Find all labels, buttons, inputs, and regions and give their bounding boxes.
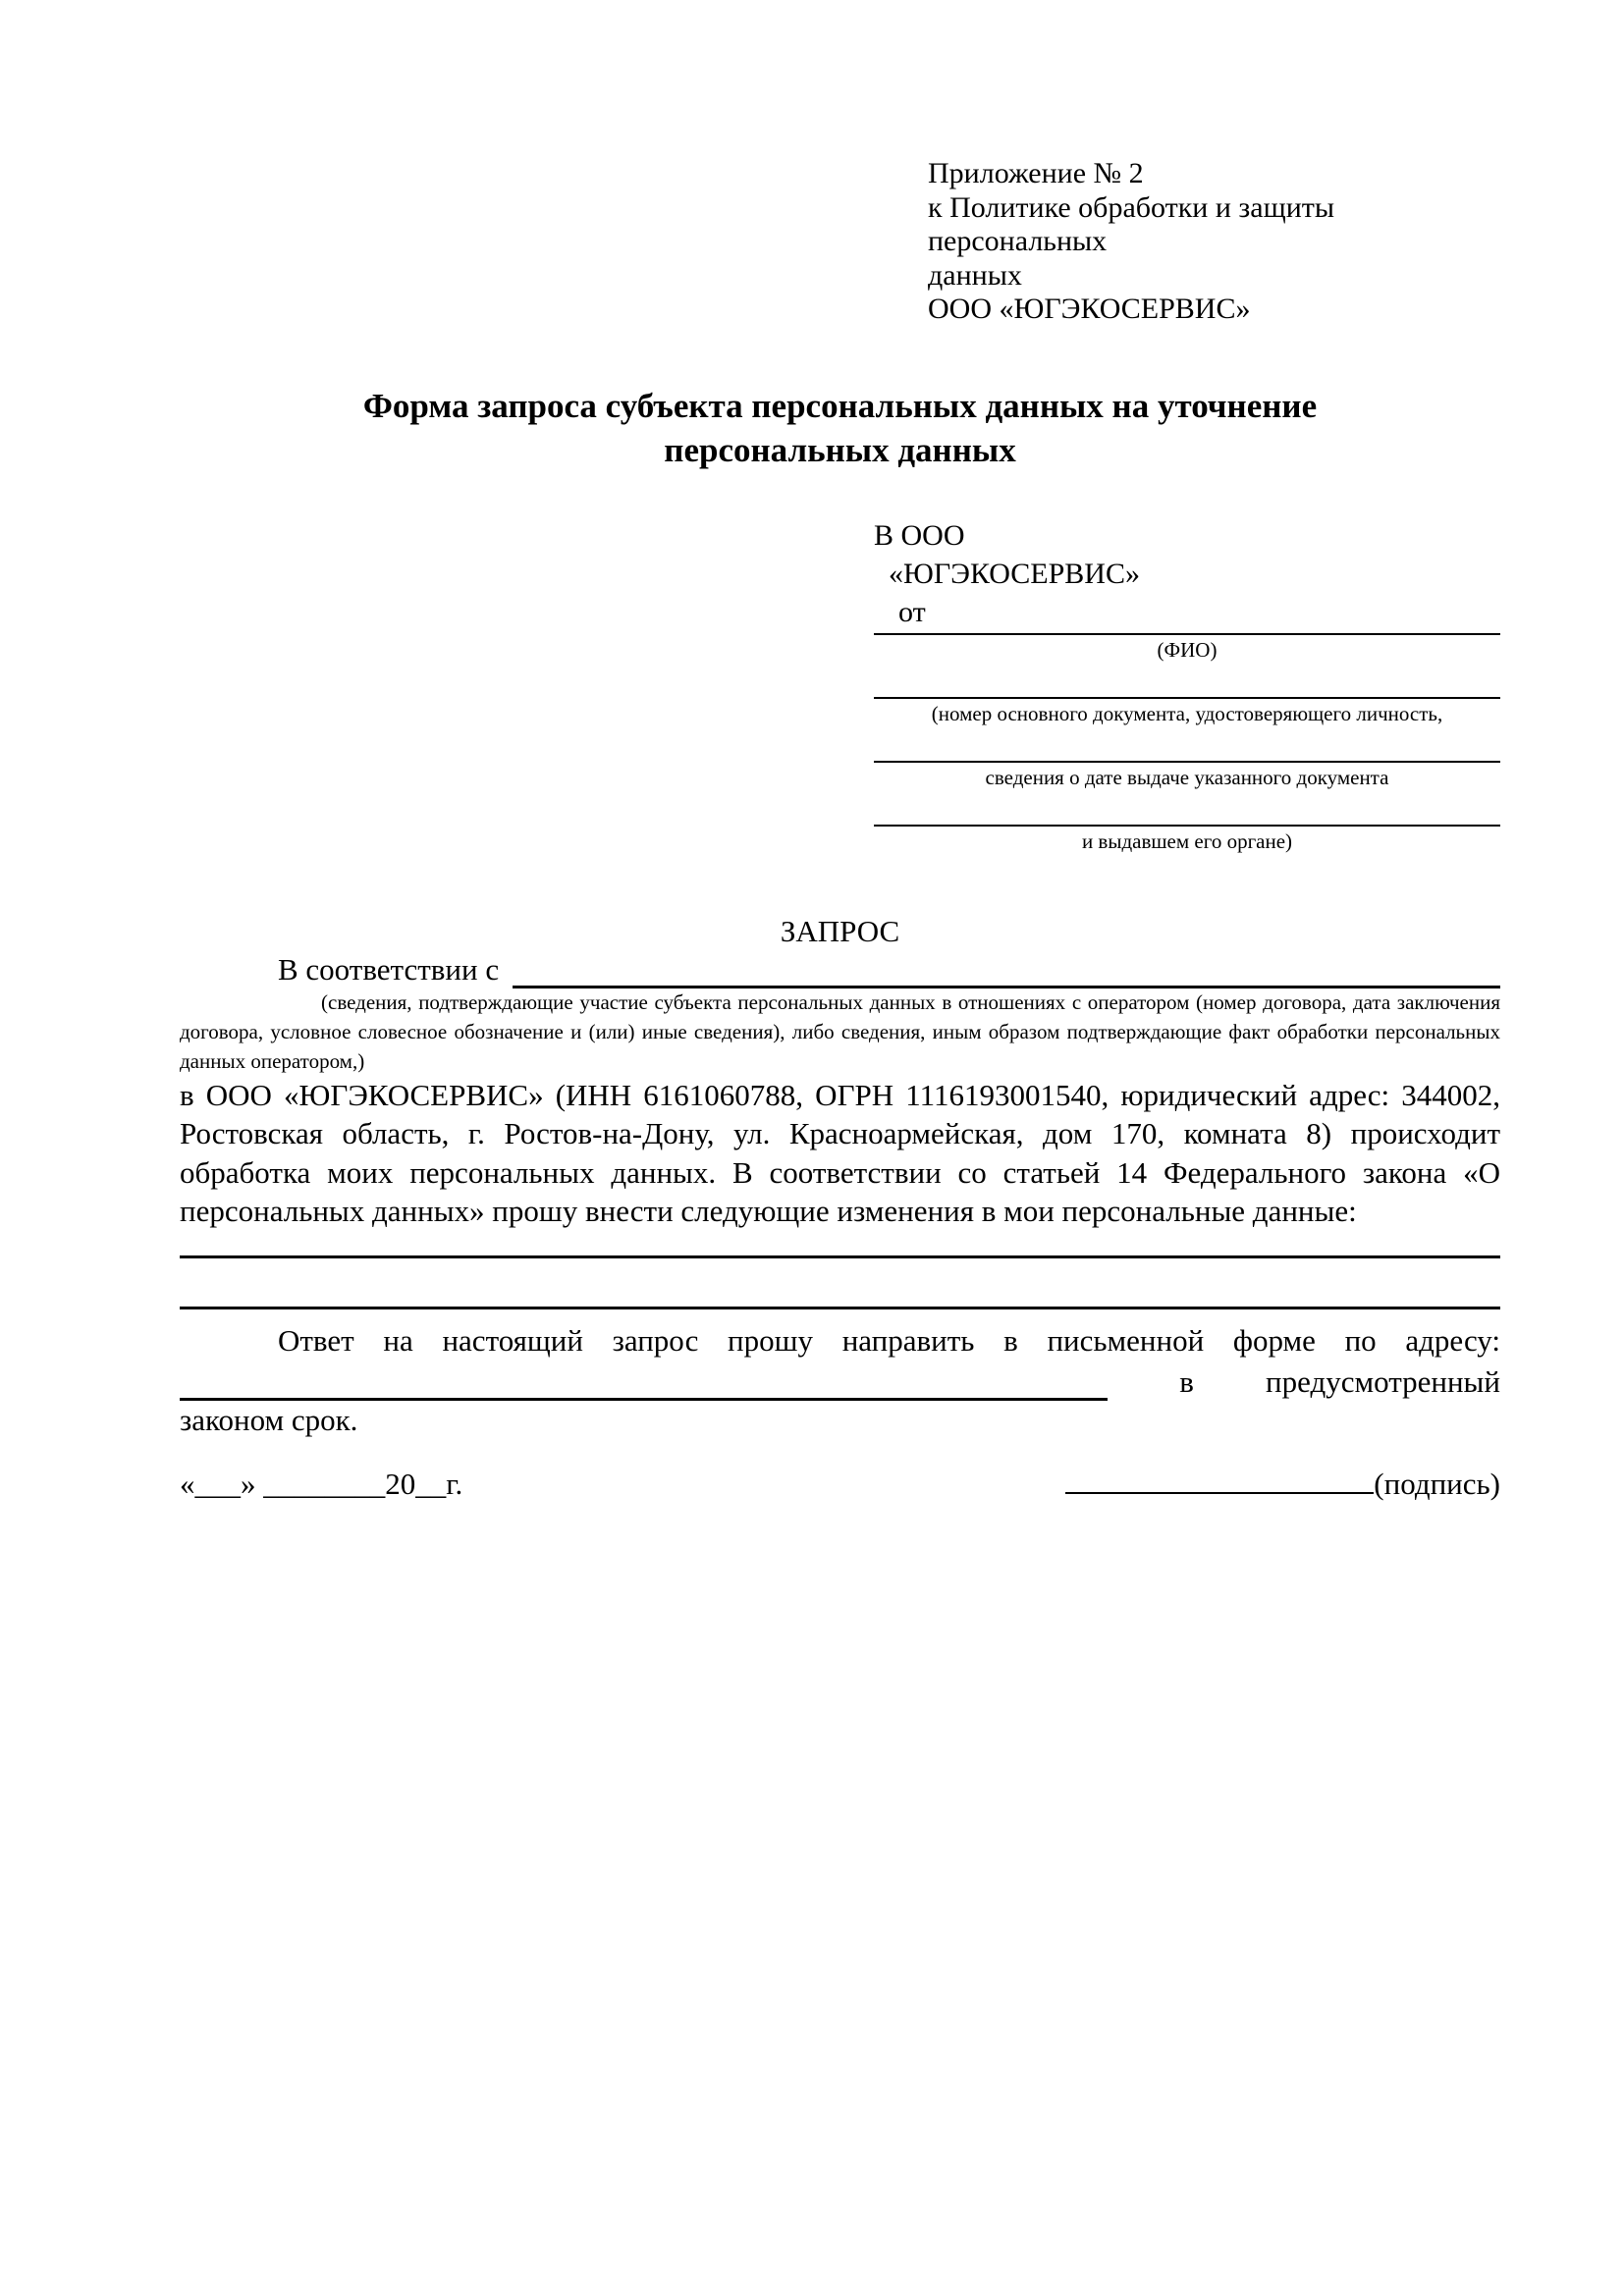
page-title-line: Форма запроса субъекта персональных данных на уточнение (362, 386, 1318, 425)
request-body-paragraph: в ООО «ЮГЭКОСЕРВИС» (ИНН 6161060788, ОГРН 1116193001540, юридический адрес: 344002, Ростовская область, г. Ростов-на-Дону, ул. Красноармейская, дом 170, комната 8) происходит обработка моих персональных данных. В соответствии со статьей 14 Федерального закона «О персональных данных» прошу внести следующие изменения в мои персональные данные: (180, 1078, 1500, 1228)
reply-paragraph-line1: Ответ на настоящий запрос прошу направить в письменной форме по адресу: (278, 1322, 1500, 1358)
issue-date-caption: сведения о дате выдаче указанного документа (985, 765, 1389, 789)
issue-date-blank-line (874, 725, 1500, 763)
reply-word: предусмотренный (1266, 1363, 1500, 1399)
signature-area (1065, 1465, 1500, 1503)
appendix-line: к Политике обработки и защиты персональных (928, 190, 1335, 257)
appendix-block (928, 157, 1500, 327)
reply-address-blank-line (180, 1367, 1108, 1401)
fio-caption: (ФИО) (1157, 637, 1218, 662)
date-blank: «___» ________20__г. (180, 1466, 463, 1501)
appendix-line: Приложение № 2 (928, 157, 1144, 189)
reply-address-row (180, 1360, 1500, 1401)
addressee-org-name: «ЮГЭКОСЕРВИС» (889, 557, 1140, 590)
issuing-authority-blank-line (874, 789, 1500, 827)
issuing-authority-caption: и выдавшем его органе) (1081, 828, 1293, 853)
appendix-line: ООО «ЮГЭКОСЕРВИС» (928, 293, 1251, 325)
document-number-blank-line (874, 662, 1500, 699)
accordance-caption: (сведения, подтверждающие участие субъекта персональных данных в отношениях с оператором (номер договора, дата заключения договора, условное словесное обозначение и (или) иные сведения), либо сведения, иным образом подтверждающие факт обработки персональных данных оператором,) (180, 989, 1500, 1073)
reply-word: в (1179, 1363, 1194, 1399)
document-number-caption: (номер основного документа, удостоверяющего личность, (931, 701, 1443, 725)
appendix-line: данных (928, 258, 1022, 292)
date-signature-row (180, 1465, 1500, 1503)
page-title (180, 384, 1500, 473)
request-heading: ЗАПРОС (780, 913, 900, 948)
changes-blank-line (180, 1258, 1500, 1309)
addressee-org-line: В ООО (874, 518, 965, 552)
page-title-line: персональных данных (664, 431, 1016, 469)
accordance-row (180, 950, 1500, 988)
signature-caption: (подпись) (1374, 1466, 1500, 1501)
accordance-blank-line (513, 955, 1500, 988)
signature-blank-line (1065, 1492, 1374, 1494)
accordance-prefix: В соответствии с (278, 951, 500, 987)
changes-blank-line (180, 1230, 1500, 1258)
reply-paragraph-line3: законом срок. (180, 1402, 358, 1437)
addressee-block (874, 516, 1500, 853)
addressee-from-label: от (898, 595, 926, 628)
